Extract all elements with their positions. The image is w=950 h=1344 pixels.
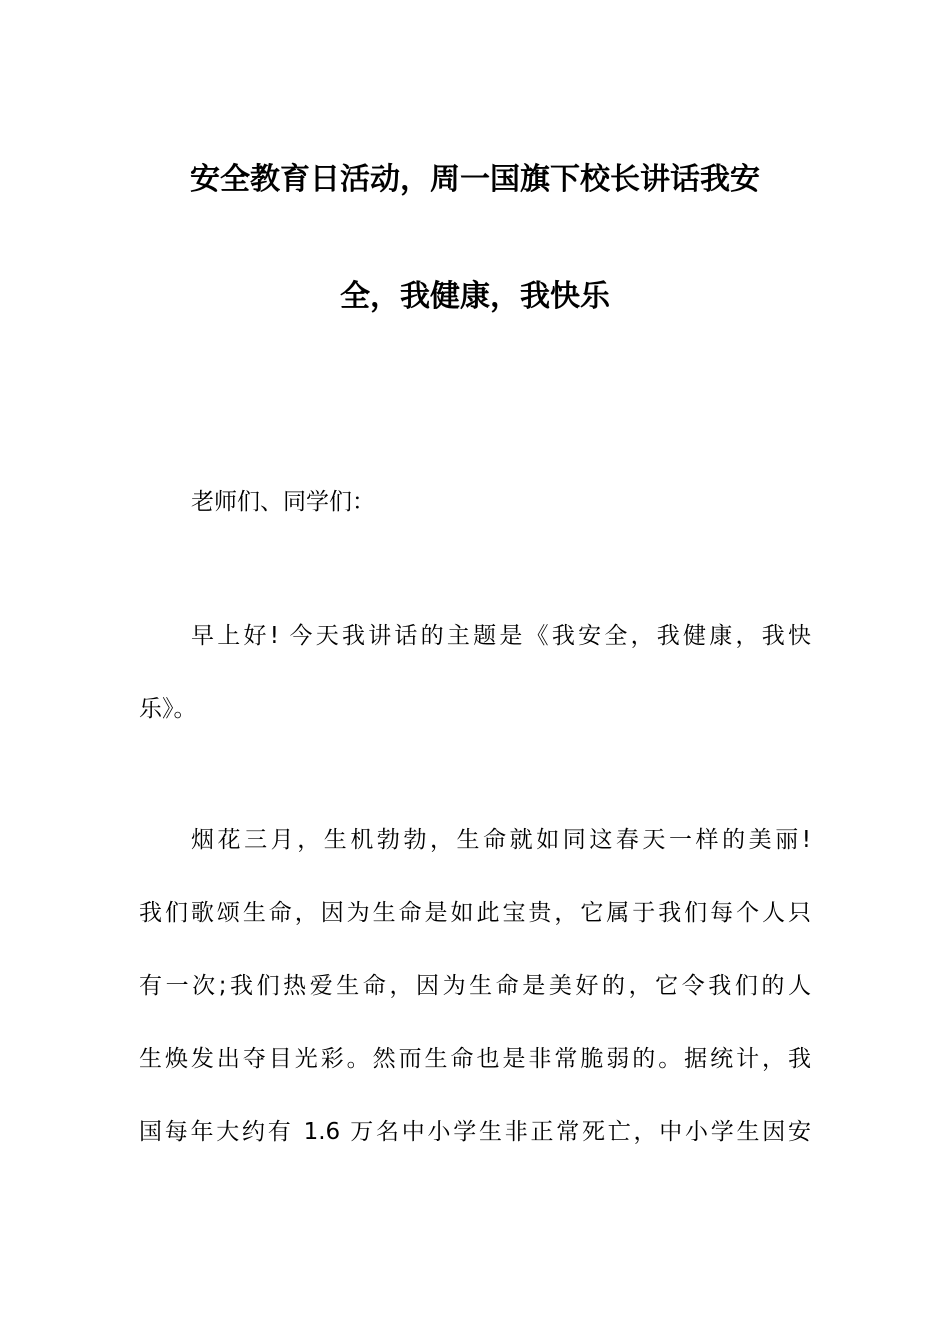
greeting-line: 老师们、同学们：: [191, 489, 375, 515]
main-line-2: 我们歌颂生命，因为生命是如此宝贵，它属于我们每个人只: [139, 900, 811, 926]
main-line-4: 生焕发出夺目光彩。然而生命也是非常脆弱的。据统计，我: [139, 1046, 811, 1072]
title-line-2: 全，我健康，我快乐: [340, 279, 610, 314]
title-line-1: 安全教育日活动，周一国旗下校长讲话我安: [190, 162, 760, 197]
main-paragraph: [139, 822, 811, 1187]
main-line-5: 国每年大约有 1.6 万名中小学生非正常死亡，中小学生因安: [139, 1119, 811, 1145]
main-line-1: 烟花三月，生机勃勃，生命就如同这春天一样的美丽!: [191, 827, 811, 853]
intro-line-2: 乐》。: [139, 696, 197, 722]
greeting-paragraph: [139, 484, 811, 557]
intro-line-1: 早上好! 今天我讲话的主题是《我安全，我健康，我快: [191, 623, 811, 649]
intro-paragraph: [139, 618, 811, 764]
main-line-3: 有一次;我们热爱生命，因为生命是美好的，它令我们的人: [139, 973, 811, 999]
document-title: [139, 150, 811, 384]
